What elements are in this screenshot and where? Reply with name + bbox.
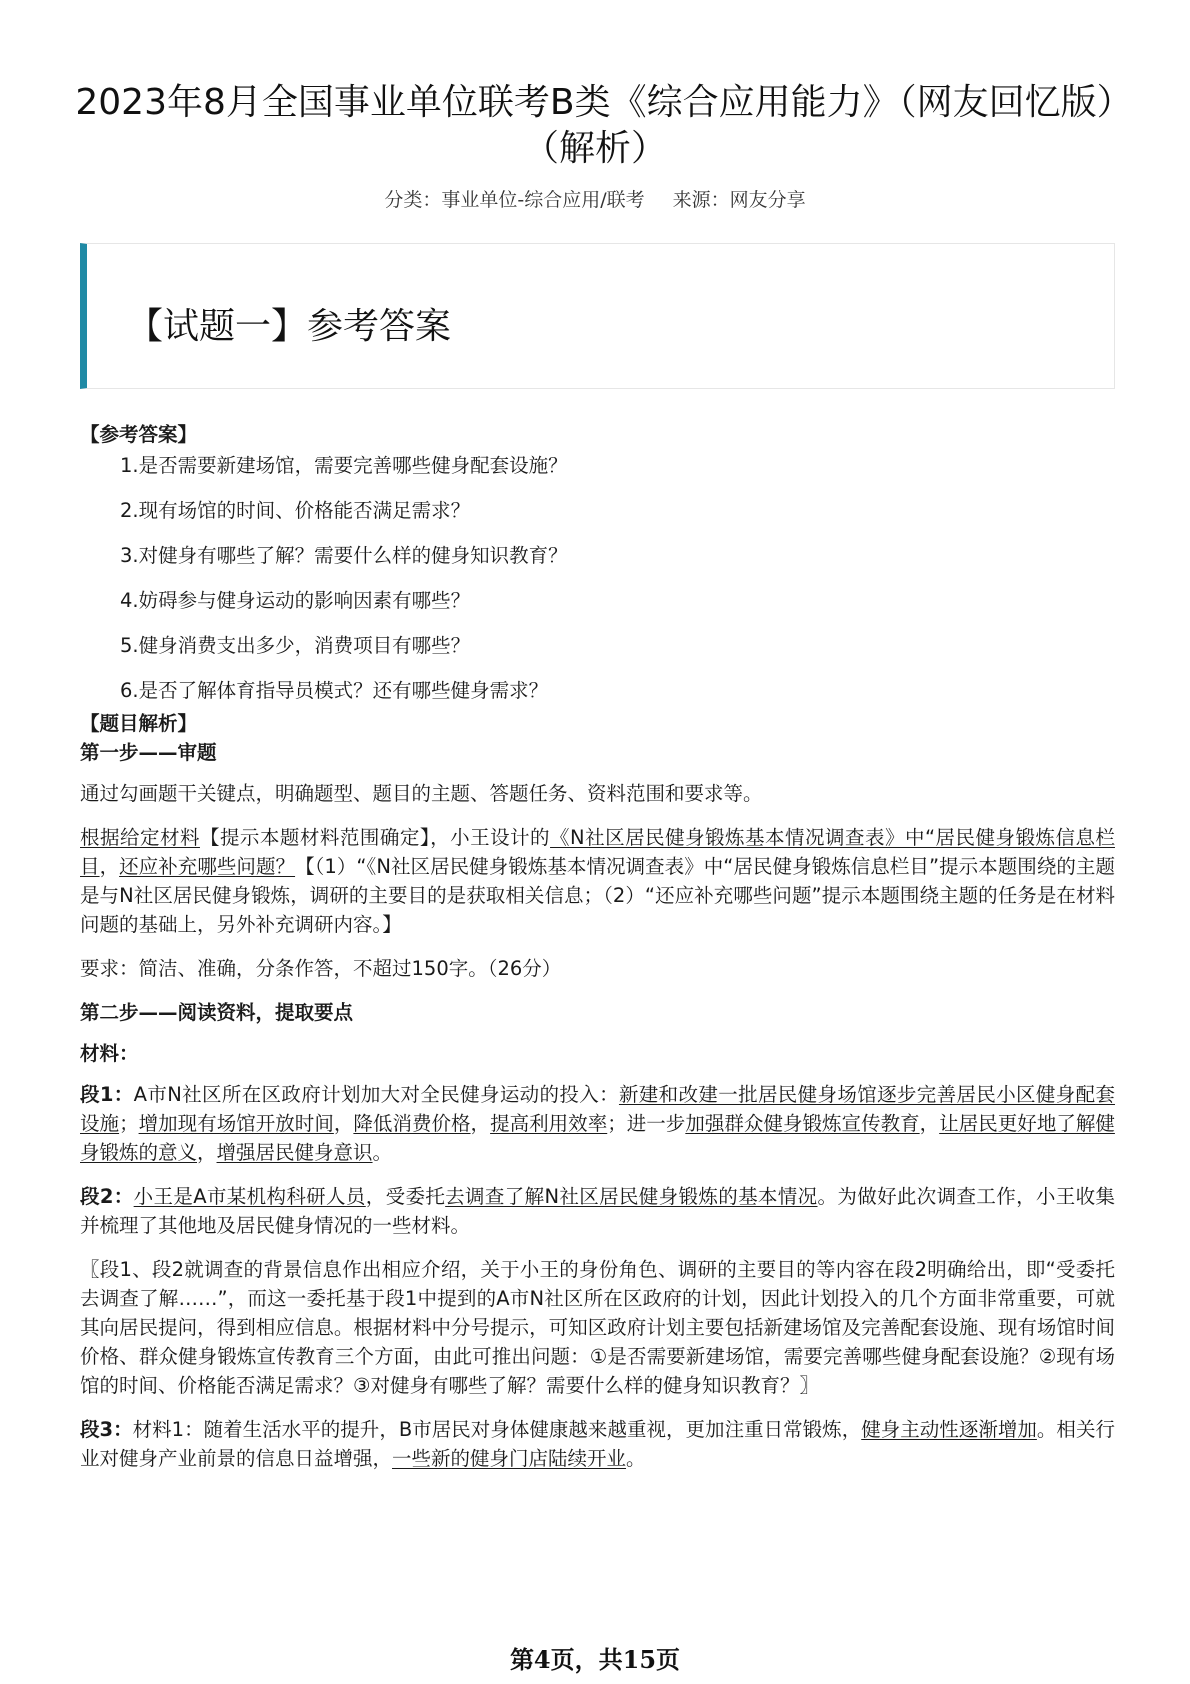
answer-item: 5.健身消费支出多少，消费项目有哪些？ bbox=[120, 634, 471, 657]
analysis-label: 【题目解析】 bbox=[80, 712, 198, 735]
text-span: ； bbox=[119, 1112, 139, 1135]
seg-label: 段1： bbox=[80, 1083, 134, 1106]
underlined-text: 根据给定材料 bbox=[80, 826, 200, 849]
underlined-text: 一些新的健身门店陆续开业 bbox=[392, 1447, 627, 1470]
text-span: 【提示本题材料范围确定】，小王设计的 bbox=[199, 826, 551, 849]
text-span: ；进一步 bbox=[607, 1112, 686, 1135]
source-label: 来源：网友分享 bbox=[672, 189, 806, 211]
text-span: ， bbox=[333, 1112, 354, 1135]
answer-item: 1.是否需要新建场馆，需要完善哪些健身配套设施？ bbox=[120, 454, 568, 477]
page-number: 第4页，共15页 bbox=[509, 1645, 681, 1674]
underlined-text: 《N社区居民健身锻炼基本情况调查表》中“居民健身锻炼信息栏目 bbox=[80, 826, 1115, 878]
answer-label: 【参考答案】 bbox=[80, 423, 198, 446]
content-body bbox=[80, 420, 1115, 1488]
paragraph-step1-intro: 通过勾画题干关键点，明确题型、题目的主题、答题任务、资料范围和要求等。 bbox=[80, 782, 763, 805]
text-span: ，受委托 bbox=[365, 1185, 446, 1208]
underlined-text: 小王是A市某机构科研人员 bbox=[133, 1185, 366, 1208]
paragraph-seg2 bbox=[80, 1182, 1115, 1240]
section-heading-box bbox=[80, 243, 1115, 389]
page-title: 2023年8月全国事业单位联考B类《综合应用能力》（网友回忆版）（解析） bbox=[75, 82, 1115, 169]
text-span: 。为做好此次调查工作，小王收集并梳理了其他地及居民健身情况的一些材料。 bbox=[80, 1185, 1115, 1237]
text-span: ， bbox=[197, 1141, 217, 1164]
underlined-text: 增强居民健身意识 bbox=[216, 1141, 373, 1164]
meta-line bbox=[0, 185, 1190, 212]
text-span: 。相关行业对健身产业前景的信息日益增强， bbox=[80, 1418, 1115, 1470]
seg-label: 段3： bbox=[80, 1418, 133, 1441]
underlined-text: 还应补充哪些问题？ bbox=[119, 855, 296, 878]
seg-label: 段2： bbox=[80, 1185, 134, 1208]
answer-list bbox=[120, 451, 1115, 721]
paragraph-seg1 bbox=[80, 1080, 1115, 1167]
paragraph-requirement: 要求：简洁、准确，分条作答，不超过150字。（26分） bbox=[80, 957, 562, 980]
material-label: 材料： bbox=[80, 1042, 139, 1065]
text-span: ， bbox=[99, 855, 120, 878]
text-span: 。 bbox=[372, 1141, 393, 1164]
underlined-text: 去调查了解N社区居民健身锻炼的基本情况 bbox=[445, 1185, 818, 1208]
text-span: A市N社区所在区政府计划加大对全民健身运动的投入： bbox=[133, 1083, 619, 1106]
underlined-text: 加强群众健身锻炼宣传教育 bbox=[685, 1112, 920, 1135]
text-span: 材料1：随着生活水平的提升，B市居民对身体健康越来越重视，更加注重日常锻炼， bbox=[132, 1418, 862, 1441]
underlined-text: 增加现有场馆开放时间 bbox=[138, 1112, 334, 1135]
text-span: 【（1）“《N社区居民健身锻炼基本情况调查表》中“居民健身锻炼信息栏目”提示本题围绕的主题是与N社区居民健身锻炼，调研的主要目的是获取相关信息；（2）“还应补充哪些问题”提示本题围绕主题的任务是在材料问题的基础上，另外补充调研内容。】 bbox=[80, 855, 1115, 936]
answer-item: 3.对健身有哪些了解？需要什么样的健身知识教育？ bbox=[120, 544, 568, 567]
text-span: 。 bbox=[626, 1447, 646, 1470]
paragraph-note: 〖段1、段2就调查的背景信息作出相应介绍，关于小王的身份角色、调研的主要目的等内容在段2明确给出，即“受委托去调查了解……”，而这一委托基于段1中提到的A市N社区所在区政府的计划，因此计划投入的几个方面非常重要，可就其向居民提问，得到相应信息。根据材料中分号提示，可知区政府计划主要包括新建场馆及完善配套设施、现有场馆时间价格、群众健身锻炼宣传教育三个方面，由此可推出问题：①是否需要新建场馆，需要完善哪些健身配套设施？②现有场馆的时间、价格能否满足需求？③对健身有哪些了解？需要什么样的健身知识教育？〗 bbox=[80, 1258, 1115, 1397]
answer-item: 2.现有场馆的时间、价格能否满足需求？ bbox=[120, 499, 471, 522]
answer-item: 6.是否了解体育指导员模式？还有哪些健身需求？ bbox=[120, 679, 549, 702]
paragraph-question-analysis bbox=[80, 823, 1115, 939]
category-label: 分类：事业单位-综合应用/联考 bbox=[384, 189, 645, 211]
section-heading: 【试题一】参考答案 bbox=[127, 306, 452, 347]
text-span: ， bbox=[470, 1112, 491, 1135]
answer-item: 4.妨碍参与健身运动的影响因素有哪些？ bbox=[120, 589, 471, 612]
underlined-text: 让居民更好地了解健身锻炼的意义 bbox=[80, 1112, 1115, 1164]
underlined-text: 健身主动性逐渐增加 bbox=[861, 1418, 1037, 1441]
underlined-text: 降低消费价格 bbox=[353, 1112, 471, 1135]
underlined-text: 提高利用效率 bbox=[490, 1112, 608, 1135]
paragraph-seg3 bbox=[80, 1415, 1115, 1473]
step1-heading: 第一步——审题 bbox=[80, 741, 217, 764]
underlined-text: 新建和改建一批居民健身场馆逐步完善居民小区健身配套设施 bbox=[80, 1083, 1115, 1135]
text-span: ， bbox=[919, 1112, 940, 1135]
step2-heading: 第二步——阅读资料，提取要点 bbox=[80, 1001, 354, 1024]
